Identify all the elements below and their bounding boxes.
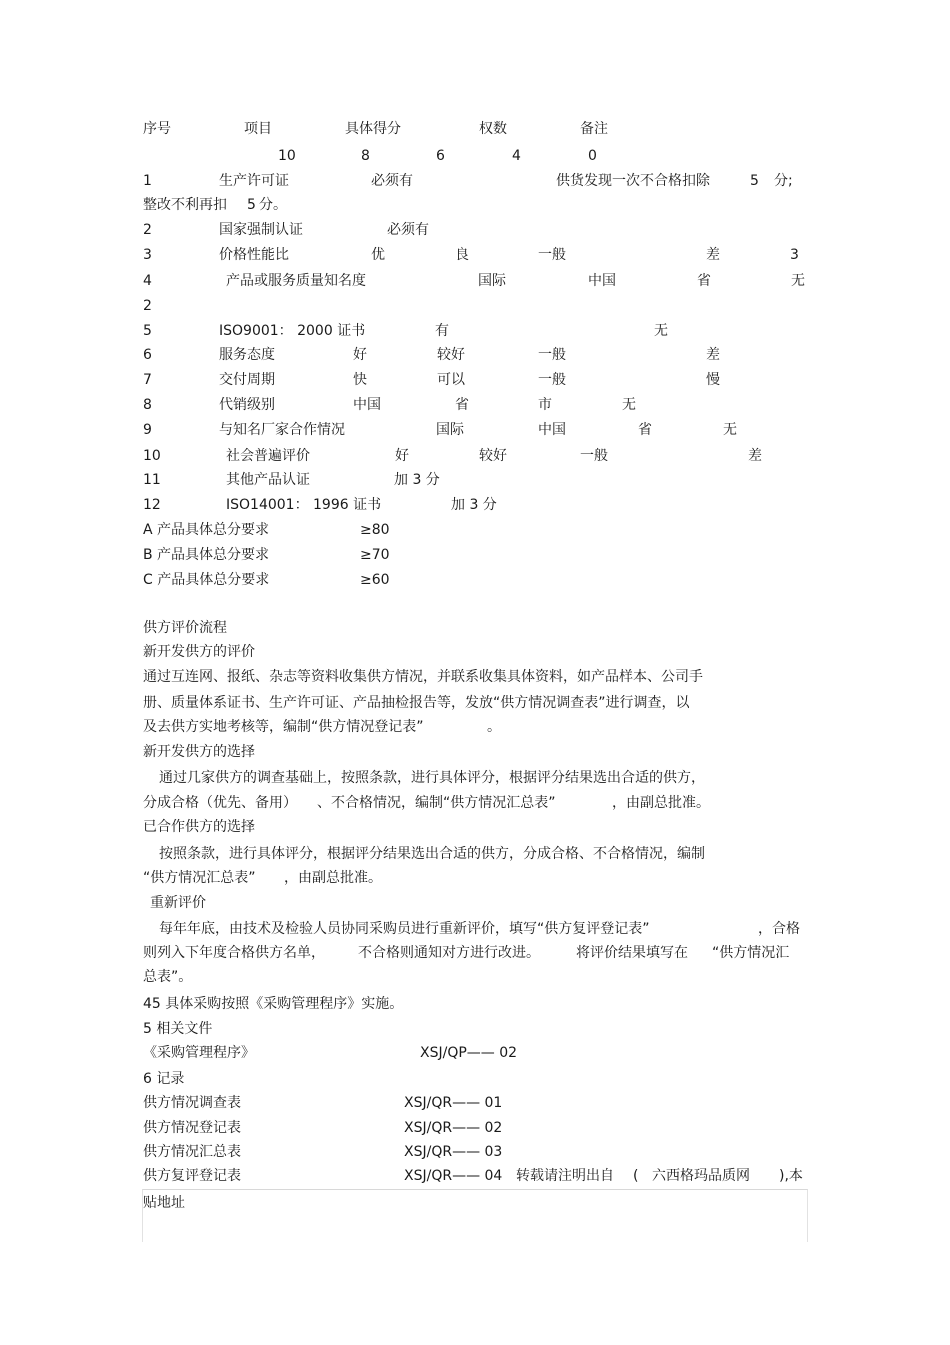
row-note-cont-num: 5: [247, 197, 256, 213]
row-item: 交付周期: [219, 372, 275, 388]
paragraph-line: [0, 767, 950, 789]
row-criteria: 良: [455, 247, 469, 263]
row-item: 与知名厂家合作情况: [219, 422, 345, 438]
row-item: ISO14001： 1996 证书: [226, 497, 382, 513]
text: 册、质量体系证书、生产许可证、产品抽检报告等，发放“供方情况调查表”进行调查，以: [143, 695, 690, 711]
subsection-title: [0, 892, 950, 914]
row-criteria: 省: [455, 397, 469, 413]
row-item: ISO9001： 2000 证书: [219, 323, 366, 339]
subsection-title: [0, 816, 950, 838]
s45-text: 45 具体采购按照《采购管理程序》实施。: [143, 996, 404, 1012]
row-criteria: 慢: [706, 372, 720, 388]
table-row: [0, 219, 950, 241]
repost-note: ),本: [779, 1168, 803, 1184]
row-criteria: 市: [538, 397, 552, 413]
record-code: XSJ/QR—— 02: [404, 1120, 503, 1136]
row-weight: 2: [143, 298, 152, 314]
row-criteria: 加 3 分: [394, 472, 440, 488]
coop-title: 已合作供方的选择: [143, 819, 255, 835]
text: 则列入下年度合格供方名单，: [143, 945, 325, 961]
grade-label: B 产品具体总分要求: [143, 547, 270, 563]
related-title: 5 相关文件: [143, 1021, 213, 1037]
grade-label: C 产品具体总分要求: [143, 572, 270, 588]
table-row: [0, 244, 950, 266]
row-criteria: 加 3 分: [451, 497, 497, 513]
row-criteria: 无: [723, 422, 737, 438]
header-weight: 权数: [479, 121, 507, 137]
row-criteria: 省: [638, 422, 652, 438]
paragraph-line: [0, 792, 950, 814]
row-criteria: 无: [791, 273, 805, 289]
repost-source: 六西格玛品质网: [652, 1168, 750, 1184]
row-item: 生产许可证: [219, 173, 289, 189]
row-note: 供货发现一次不合格扣除: [556, 173, 710, 189]
row-no: 3: [143, 247, 152, 263]
paragraph-line: [0, 843, 950, 865]
row-criteria: 国际: [436, 422, 464, 438]
row-criteria: 无: [654, 323, 668, 339]
row-criteria: 省: [697, 273, 711, 289]
row-criteria: 必须有: [371, 173, 413, 189]
row-criteria: 较好: [479, 448, 507, 464]
list-item: [0, 1117, 950, 1139]
row-no: 12: [143, 497, 161, 513]
doc-code: XSJ/QP—— 02: [420, 1045, 518, 1061]
doc-name: 《采购管理程序》: [143, 1045, 255, 1061]
paragraph-line: [0, 716, 950, 738]
table-row: [0, 394, 950, 416]
grade-label: A 产品具体总分要求: [143, 522, 270, 538]
text: 将评价结果填写在: [576, 945, 688, 961]
row-criteria: 中国: [538, 422, 566, 438]
row-criteria: 一般: [538, 372, 566, 388]
score-level: 10: [278, 148, 296, 164]
table-row: [0, 369, 950, 391]
table-row: [0, 419, 950, 441]
row-no: 1: [143, 173, 152, 189]
list-item: [0, 1165, 950, 1187]
paragraph-line: [0, 942, 950, 964]
row-criteria: 一般: [538, 347, 566, 363]
header-no: 序号: [143, 121, 171, 137]
row-item: 国家强制认证: [219, 222, 303, 238]
table-row: [0, 494, 950, 516]
row-no: 9: [143, 422, 152, 438]
record-code: XSJ/QR—— 03: [404, 1144, 503, 1160]
row-no: 2: [143, 222, 152, 238]
row-criteria: 一般: [580, 448, 608, 464]
row-criteria: 一般: [538, 247, 566, 263]
text: ，由副总批准。: [612, 795, 710, 811]
text: 不合格则通知对方进行改进。: [358, 945, 540, 961]
row-criteria: 较好: [437, 347, 465, 363]
list-item: [0, 1141, 950, 1163]
list-item: [0, 1042, 950, 1064]
row-criteria: 差: [706, 347, 720, 363]
process-title: 供方评价流程: [143, 620, 227, 636]
row-criteria: 好: [395, 448, 409, 464]
row-item: 其他产品认证: [226, 472, 310, 488]
records-title: 6 记录: [143, 1071, 185, 1087]
section-title: [0, 1018, 950, 1040]
row-no: 5: [143, 323, 152, 339]
paragraph-line: [0, 692, 950, 714]
row-criteria: 可以: [437, 372, 465, 388]
paragraph-line: [0, 867, 950, 889]
row-note-num: 5: [750, 173, 759, 189]
repost-note: (: [633, 1168, 639, 1184]
reeval-title: 重新评价: [150, 895, 206, 911]
table-header: [0, 118, 950, 140]
record-code: XSJ/QR—— 01: [404, 1095, 503, 1111]
text: “供方情况汇总表”: [143, 870, 256, 886]
score-level: 0: [588, 148, 597, 164]
new-select-title: 新开发供方的选择: [143, 744, 255, 760]
row-criteria: 无: [622, 397, 636, 413]
score-level: 6: [436, 148, 445, 164]
section-title: [0, 617, 950, 639]
record-name: 供方情况调查表: [143, 1095, 241, 1111]
row-criteria: 快: [353, 372, 367, 388]
paragraph-line: [0, 666, 950, 688]
header-note: 备注: [580, 121, 608, 137]
header-item: 项目: [244, 121, 272, 137]
table-row: [0, 445, 950, 467]
row-continuation: [0, 295, 950, 317]
text: 。: [487, 719, 501, 735]
table-row: [0, 320, 950, 342]
row-criteria: 好: [353, 347, 367, 363]
row-criteria: 有: [435, 323, 449, 339]
row-no: 6: [143, 347, 152, 363]
grade-requirement: [0, 544, 950, 566]
address-line: [0, 1192, 950, 1214]
subsection-title: [0, 641, 950, 663]
row-weight: 3: [790, 247, 799, 263]
table-row: [0, 270, 950, 292]
text: “供方情况汇: [712, 945, 790, 961]
text: 每年年底，由技术及检验人员协同采购员进行重新评价，填写“供方复评登记表”: [159, 921, 650, 937]
paragraph-line: [0, 918, 950, 940]
row-criteria: 优: [371, 247, 385, 263]
grade-value: ≥70: [360, 547, 390, 563]
text: 总表”。: [143, 969, 193, 985]
subsection-title: [0, 741, 950, 763]
grade-requirement: [0, 519, 950, 541]
row-item: 社会普遍评价: [226, 448, 310, 464]
list-item: [0, 1092, 950, 1114]
address-label: 贴地址: [143, 1195, 185, 1211]
header-score: 具体得分: [345, 121, 401, 137]
text: 及去供方实地考核等，编制“供方情况登记表”: [143, 719, 424, 735]
text: 通过互连网、报纸、杂志等资料收集供方情况，并联系收集具体资料，如产品样本、公司手: [143, 669, 703, 685]
table-row: [0, 344, 950, 366]
text: 分成合格（优先、备用）: [143, 795, 297, 811]
row-no: 8: [143, 397, 152, 413]
grade-value: ≥80: [360, 522, 390, 538]
score-levels: [0, 145, 950, 167]
record-name: 供方复评登记表: [143, 1168, 241, 1184]
row-no: 10: [143, 448, 161, 464]
row-criteria: 中国: [588, 273, 616, 289]
row-no: 4: [143, 273, 152, 289]
row-item: 服务态度: [219, 347, 275, 363]
record-code: XSJ/QR—— 04: [404, 1168, 503, 1184]
text: 、不合格情况，编制“供方情况汇总表”: [317, 795, 556, 811]
row-no: 11: [143, 472, 161, 488]
row-continuation: [0, 194, 950, 216]
row-item: 代销级别: [219, 397, 275, 413]
text: ，由副总批准。: [284, 870, 382, 886]
text: 按照条款，进行具体评分，根据评分结果选出合适的供方，分成合格、不合格情况，编制: [159, 846, 705, 862]
row-criteria: 必须有: [387, 222, 429, 238]
row-criteria: 中国: [353, 397, 381, 413]
row-no: 7: [143, 372, 152, 388]
row-note-cont: 整改不利再扣: [143, 197, 227, 213]
row-item: 价格性能比: [219, 247, 289, 263]
row-criteria: 差: [706, 247, 720, 263]
row-note-unit: 分;: [774, 173, 793, 189]
row-criteria: 国际: [478, 273, 506, 289]
section-title: [0, 1068, 950, 1090]
repost-note: 转载请注明出自: [516, 1168, 614, 1184]
record-name: 供方情况登记表: [143, 1120, 241, 1136]
table-row: [0, 170, 950, 192]
section-45: [0, 993, 950, 1015]
text: 通过几家供方的调查基础上，按照条款，进行具体评分，根据评分结果选出合适的供方，: [159, 770, 705, 786]
record-name: 供方情况汇总表: [143, 1144, 241, 1160]
row-item: 产品或服务质量知名度: [226, 273, 366, 289]
table-row: [0, 469, 950, 491]
new-eval-title: 新开发供方的评价: [143, 644, 255, 660]
row-note-cont-unit: 分。: [259, 197, 287, 213]
row-criteria: 差: [748, 448, 762, 464]
paragraph-line: [0, 966, 950, 988]
grade-value: ≥60: [360, 572, 390, 588]
score-level: 4: [512, 148, 521, 164]
text: ，合格: [758, 921, 800, 937]
score-level: 8: [361, 148, 370, 164]
grade-requirement: [0, 569, 950, 591]
